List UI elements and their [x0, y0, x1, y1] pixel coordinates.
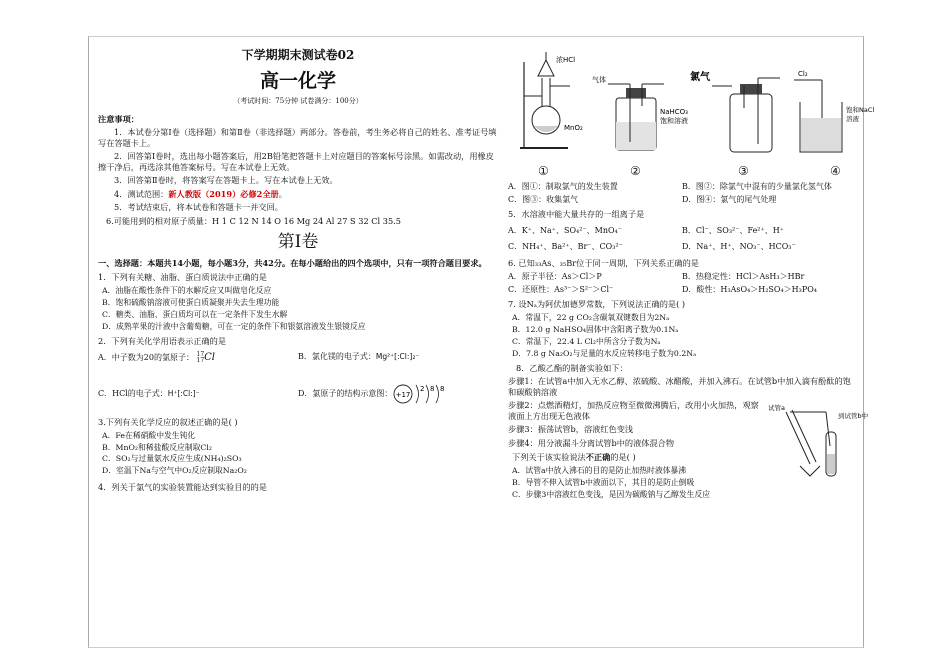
q8-option-a: A．试管a中放入沸石的目的是防止加热时液体暴沸: [512, 465, 687, 475]
q4-apparatus-svg: [508, 48, 875, 166]
q6-stem: 6. 已知₃₃As、₃₅Br位于同一周期，下列关系正确的是: [508, 258, 699, 269]
wash-bottle-liquid: [616, 122, 656, 150]
q2-option-a: [98, 352, 298, 365]
q2-option-b-text: B．氯化镁的电子式：: [298, 352, 376, 362]
notice-item-4-suffix: 。: [278, 188, 287, 199]
separatory-funnel: [538, 60, 554, 76]
test-tube-a-right: [792, 410, 816, 462]
q1-option-c: C．糖类、油脂、蛋白质均可以在一定条件下发生水解: [102, 309, 288, 319]
label-nahco3: NaHCO₃: [660, 108, 688, 116]
atom-shell-count-2: 8: [430, 385, 435, 394]
atom-shell-arc-2: [426, 385, 429, 403]
notice-item-1: 1．本试卷分第Ⅰ卷（选择题）和第Ⅱ卷（非选择题）两部分。答卷前，考生务必将自己的姓名、准考证号填写在答题卡上。: [98, 127, 497, 148]
q8-question-prefix: 下列关于该实验说法: [512, 452, 586, 463]
q2-option-d: [298, 381, 498, 407]
q5-option-d: D．Na⁺、H⁺、NO₃⁻、HCO₃⁻: [682, 242, 796, 252]
q3-option-b: B．MnO₂和稀盐酸反应制取Cl₂: [102, 442, 213, 452]
chlorine-atom-structure-diagram: [392, 381, 450, 407]
collection-bottle-body: [730, 94, 772, 152]
q2-stem: 2．下列有关化学用语表示正确的是: [98, 335, 227, 346]
q4-row-cd: [508, 195, 856, 205]
notice-item-2: 2．回答第Ⅰ卷时，选出每小题答案后，用2B铅笔把答题卡上对应题目的答案标号涂黑。如需改动，用橡皮擦干净后，再选涂其他答案标号。写在本试卷上无效。: [98, 151, 494, 172]
atom-shell-arc-1: [416, 385, 419, 403]
q8-step-2: 步骤2：点燃酒精灯，加热反应物至微微沸腾后，改用小火加热，观察液面上方出现无色液体: [508, 400, 759, 421]
right-column: [508, 48, 875, 502]
q5-row-ab: [508, 226, 856, 236]
q3-stem: 3.下列有关化学反应的叙述正确的是( ): [98, 417, 238, 428]
label-mno2: MnO₂: [564, 124, 583, 132]
alcohol-lamp: [800, 466, 820, 476]
beaker-liquid: [801, 118, 841, 151]
atom-shell-arc-3: [436, 385, 439, 403]
q3-option-c: C．SO₂与过量氨水反应生成(NH₄)₂SO₃: [102, 454, 242, 464]
q6-option-b: B．热稳定性：HCl＞AsH₃＞HBr: [682, 271, 805, 281]
q7-option-d: D．7.8 g Na₂O₂与足量的水反应转移电子数为0.2Nₐ: [512, 348, 697, 358]
q8-option-c: C．步骤3中溶液红色变浅，是因为碳酸钠与乙醇发生反应: [512, 489, 711, 499]
q1-stem: 1．下列有关糖、油脂、蛋白质说法中正确的是: [98, 272, 267, 283]
q2-option-c-formula: H⁺[:Cl:]⁻: [167, 388, 200, 398]
notice-item-3: 3．回答第Ⅱ卷时，将答案写在答题卡上。写在本试卷上无效。: [114, 175, 338, 186]
notice-item-6: 6.可能用到的相对原子质量：H 1 C 12 N 14 O 16 Mg 24 Al 27 S 32 Cl 35.5: [106, 215, 401, 226]
q6-option-c: C．还原性：As³⁻＞S²⁻＞Cl⁻: [508, 285, 614, 295]
notice-item-4-prefix: 4．测试范围：: [114, 188, 169, 199]
apparatus-2-wash-bottle: [592, 75, 688, 150]
q3-option-a: A．Fe在稀硝酸中发生钝化: [102, 430, 196, 440]
q5-option-c: C．NH₄⁺、Ba²⁺、Br⁻、CO₃²⁻: [508, 242, 623, 252]
label-test-tube-a: 试管a: [768, 404, 785, 413]
q2-option-a-symbol: Cl: [204, 352, 216, 364]
notice-title: 注意事项：: [98, 113, 139, 124]
q2-option-a-text: A．中子数为20的氯原子：: [98, 353, 194, 363]
notice-item-5: 5．考试结束后，将本试卷和答题卡一并交回。: [114, 202, 283, 213]
label-nahco3-solution: 饱和溶液: [660, 117, 688, 125]
notice-item-4-scope: 新人教版（2019）必修2全册: [168, 188, 279, 199]
q8-step-3: 步骤3：振荡试管b，溶液红色变浅: [508, 424, 634, 435]
q8-question-suffix: 的是( ): [610, 452, 636, 463]
q2-option-b-formula: Mg²⁺[:Cl:]₂⁻: [375, 352, 420, 362]
q2-option-a-atomic: 17: [196, 357, 205, 365]
q5-stem: 5．水溶液中能大量共存的一组离子是: [508, 209, 645, 220]
apparatus-number-4: ④: [830, 164, 841, 178]
q2-row-ab: [98, 352, 498, 365]
q4-option-a: A．图①：制取氯气的发生装置: [508, 182, 618, 191]
atom-shell-count-1: 2: [420, 385, 425, 394]
q6-row-cd: [508, 285, 856, 295]
q6-row-ab: [508, 272, 856, 282]
atom-shell-count-3: 8: [440, 385, 445, 394]
label-nacl-solution: 溶液: [846, 115, 859, 123]
q4-apparatus-figure: [508, 48, 875, 178]
label-chlorine: 氯气: [690, 72, 710, 83]
q5-option-a: A．K⁺、Na⁺、SO₄²⁻、MnO₄⁻: [508, 225, 622, 235]
label-conc-hcl: 浓HCl: [556, 56, 576, 64]
q2-option-c-text: C．HCl的电子式：: [98, 388, 168, 398]
q8-apparatus-svg: [766, 402, 869, 482]
q7-stem: 7. 设Nₐ为阿伏加德罗常数，下列说法正确的是( ): [508, 299, 686, 310]
q4-row-ab: [508, 182, 856, 192]
q2-option-d-text: D．氯原子的结构示意图：: [298, 388, 393, 398]
q8-step-4: 步骤4：用分液漏斗分离试管b中的液体混合物: [508, 437, 675, 448]
q3-option-d: D．室温下Na与空气中O₂反应制取Na₂O₂: [102, 466, 247, 476]
q2-option-a-nuclide: [197, 352, 205, 364]
q6-option-a: A．原子半径：As＞Cl＞P: [508, 271, 602, 281]
q1-option-b: B．饱和硫酸钠溶液可使蛋白质凝聚并失去生理功能: [102, 297, 280, 307]
wash-bottle-stopper: [626, 88, 646, 98]
q8-stem: 8．乙酸乙酯的制备实验如下：: [516, 362, 628, 373]
notice-item-4: [98, 189, 498, 200]
collection-bottle-stopper: [740, 84, 762, 94]
q2-option-c: [98, 389, 298, 399]
section-instructions: 一、选择题：本题共14小题，每小题3分，共42分。在每小题给出的四个选项中，只有一项符合题目要求。: [98, 257, 487, 268]
exam-title: 下学期期末测试卷02: [241, 48, 355, 62]
left-column: [98, 44, 498, 496]
test-tube-a-left: [786, 412, 810, 464]
q2-option-b: [298, 352, 498, 365]
exam-info: （考试时间：75分钟 试卷满分：100分）: [233, 96, 363, 105]
apparatus-1-generator: [520, 52, 583, 148]
q8-question-emphasis: 不正确: [585, 452, 611, 463]
test-tube-b-liquid: [827, 454, 835, 474]
q7-option-c: C．常温下，22.4 L Cl₂中所含分子数为Nₐ: [512, 336, 661, 346]
label-gas-in: 气体: [592, 76, 606, 84]
label-to-test-tube-b: 到试管b中: [838, 412, 869, 421]
apparatus-number-1: ①: [538, 164, 549, 178]
q4-option-b: B．图②：除氯气中混有的少量氯化氢气体: [682, 182, 832, 191]
q5-option-b: B．Cl⁻、SO₃²⁻、Fe²⁺、H⁺: [682, 225, 784, 235]
label-nacl: 饱和NaCl: [846, 106, 875, 114]
q6-option-d: D．酸性：H₃AsO₄＞H₂SO₄＞H₃PO₄: [682, 285, 818, 295]
delivery-tube-down: [826, 412, 830, 446]
q2-row-cd: [98, 381, 498, 407]
q8-step-1: 步骤1：在试管a中加入无水乙醇、浓硫酸、冰醋酸，并加入沸石。在试管b中加入滴有酚酞的饱和碳酸钠溶液: [508, 376, 851, 397]
label-cl2: Cl₂: [798, 70, 808, 78]
q1-option-a: A．油脂在酸性条件下的水解反应又叫做皂化反应: [102, 285, 272, 295]
q4-stem: 4．列关于氯气的实验装置能达到实验目的的是: [98, 482, 267, 493]
exam-subject: 高一化学: [259, 70, 336, 93]
apparatus-number-2: ②: [630, 164, 641, 178]
q1-option-d: D．成熟苹果的汁液中含葡萄糖，可在一定的条件下和银氨溶液发生银镜反应: [102, 321, 366, 331]
q7-option-a: A．常温下，22 g CO₂含碳氧双键数目为2Nₐ: [512, 312, 670, 322]
q4-option-c: C．图③：收集氯气: [508, 195, 579, 205]
q8-option-b: B．导管不伸入试管b中液面以下，其目的是防止倒吸: [512, 477, 695, 487]
q4-option-d: D．图④：氯气的尾气处理: [682, 195, 777, 205]
q2-option-a-mass: 17: [196, 351, 205, 359]
apparatus-number-3: ③: [738, 164, 749, 178]
section-heading: 第Ⅰ卷: [277, 232, 319, 253]
q7-option-b: B．12.0 g NaHSO₄固体中含阳离子数为0.1Nₐ: [512, 324, 679, 334]
atom-nucleus-label: +17: [396, 391, 411, 400]
apparatus-3-collection-bottle: [690, 70, 780, 152]
q8-steps: [508, 376, 869, 448]
q5-row-cd: [508, 242, 856, 252]
